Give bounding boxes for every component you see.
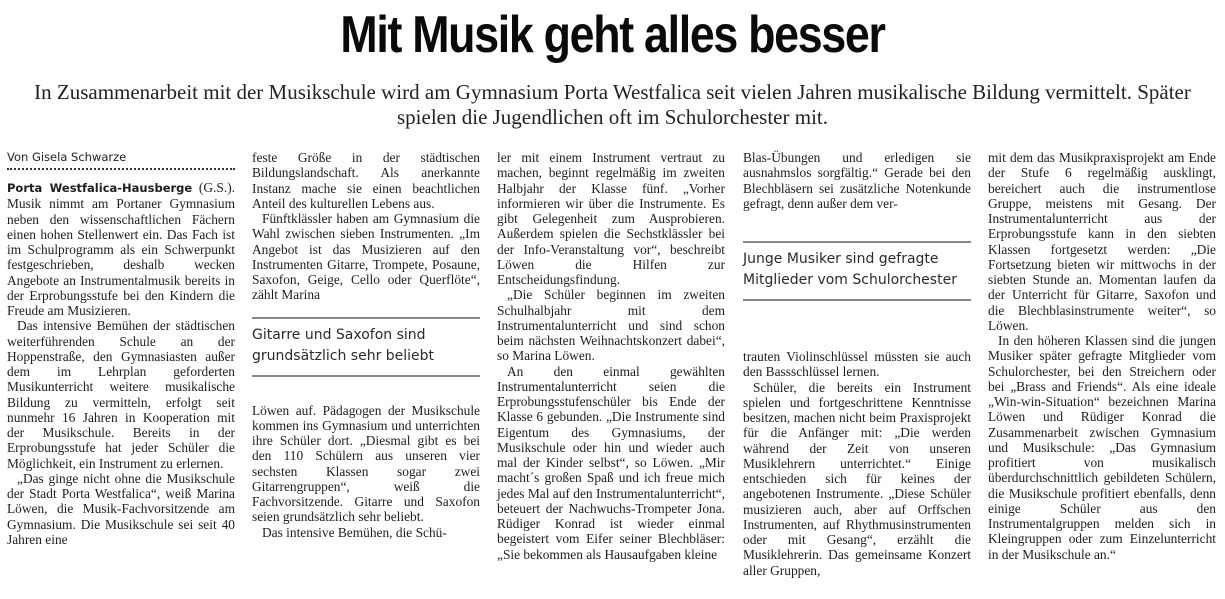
paragraph-text: Musik nimmt am Portaner Gymnasium neben den wissenschaftlichen Fächern einen hohen Stellenwert ein. Das Fach ist im Schulprogramm als ein Schwerpunkt festgeschrieben, deshalb wecken Angebote an Instrumentalmusik bereits in der Erprobungsstufe bei den Kindern die Freude am Musizieren. [7, 196, 235, 318]
paragraph: „Die Schüler beginnen im zweiten Schulhalbjahr mit dem Instrumentalunterricht und sind schon beim nächsten Weihnachtskonzert dabei“, so Marina Löwen. [497, 287, 725, 364]
paragraph: Blas-Übungen und erledigen sie ausnahmslos sorgfältig.“ Gerade bei den Blechbläsern sei zusätzliche Notenkunde gefragt, denn außer dem ver- [743, 150, 971, 211]
paragraph: Das intensive Bemühen, die Schü- [262, 524, 447, 540]
headline: Mit Musik geht alles besser [340, 6, 885, 64]
article-column-5 [988, 150, 1216, 562]
paragraph: In den höheren Klassen sind die jungen Musiker später gefragte Mitglieder vom Schulorchester, bei den Streichern oder bei „Brass and Friends“. Als eine ideale „Win-win-Situation“ bezeichnen Marina Löwen und Rüdiger Konrad die Zusammenarbeit zwischen Gymnasium und Musikschule: „Das Gymnasium profitiert von musikalisch überdurchschnittlich gebildeten Schülern, die Musikschule profitiert ebenfalls, denn einige Schüler aus den Instrumentalgruppen melden sich in Kleingruppen oder zum Einzelunterricht in der Musikschule an.“ [988, 333, 1216, 562]
lead-paragraph [7, 180, 235, 318]
paragraph: Das intensive Bemühen der städtischen weiterführenden Schule an der Hoppenstraße, den Gymnasiasten außer dem im Lehrplan geforderten Musikunterricht weitere musikalische Bildung zu vermitteln, erfolgt seit nunmehr 16 Jahren in Kooperation mit der Musikschule. Bereits in der Erprobungsstufe hat jeder Schüler die Möglichkeit, ein Instrument zu erlernen. [7, 318, 235, 471]
dateline: Porta Westfalica-Hausberge [7, 181, 193, 195]
byline: Von Gisela Schwarze [7, 150, 235, 170]
article-column-1 [7, 150, 235, 547]
dateline-suffix: (G.S.). [192, 180, 235, 195]
paragraph: feste Größe in der städtischen Bildungslandschaft. Als anerkannte Instanz mache sie einen beachtlichen Anteil des kulturellen Lebens aus. [252, 150, 480, 211]
paragraph: Fünftklässler haben am Gymnasium die Wahl zwischen sieben Instrumenten. „Im Angebot ist das Musizieren auf den Instrumenten Gitarre, Trompete, Posaune, Saxofon, Geige, Cello oder Querflöte“, zählt Marina [252, 211, 480, 303]
subheadline: In Zusammenarbeit mit der Musikschule wird am Gymnasium Porta Westfalica seit vielen Jahren musikalische Bildung vermittelt. Später spielen die Jugendlichen oft im Schulorchester mit. [34, 80, 1191, 129]
paragraph: An den einmal gewählten Instrumentalunterricht seien die Erprobungsstufenschüler bis Ende der Klasse 6 gebunden. „Die Instrumente sind Eigentum des Gymnasiums, der Musikschule oder hin und wieder auch mal der Kinder selbst“, so Löwen. „Mir macht´s großen Spaß und ich freue mich jedes Mal auf den Instrumentalunterricht“, beteuert der Nachwuchs-Trompeter Jona. Rüdiger Konrad ist wieder einmal begeistert vom Eifer seiner Blechbläser: „Sie bekommen als Hausaufgaben kleine [497, 363, 725, 562]
paragraph: Löwen auf. Pädagogen der Musikschule kommen ins Gymnasium und unterrichten ihre Schüler dort. „Diesmal gibt es bei den 110 Schülern aus unseren vier sechsten Klassen sogar zwei Gitarrengruppen“, weiß die Fachvorsitzende. Gitarre und Saxofon seien grundsätzlich sehr beliebt. [252, 402, 480, 525]
article-column-4 [743, 150, 971, 578]
paragraph: Schüler, die bereits ein Instrument spielen und fortgeschrittene Kenntnisse besitzen, machen nicht beim Praxisprojekt für die Anfänger mit: „Die werden während der Zeit von unseren Musiklehrern unterrichtet.“ Einige entschieden sich für keines der angebotenen Instrumente. „Diese Schüler musizieren auch, aber auf Orffschen Instrumenten, auf Rhythmusinstrumenten oder mit Gesang“, erzählt die Musiklehrerin. Das gemeinsame Konzert aller Gruppen, [743, 379, 971, 578]
paragraph: trauten Violinschlüssel müssten sie auch den Bassschlüssel lernen. [743, 349, 971, 380]
section-subheading: Junge Musiker sind gefragte Mitglieder vom Schulorchester [743, 241, 971, 301]
paragraph: mit dem das Musikpraxisprojekt am Ende der Stufe 6 regelmäßig ausklingt, bereichert auch die instrumentlose Gruppe, meistens mit Gesang. Der Instrumentalunterricht aus der Erprobungsstufe kann in den siebten Klassen fortgesetzt werden: „Die Fortsetzung bieten wir mittwochs in der siebten Stunde an. Momentan laufen da der Unterricht für Gitarre, Saxofon und die Blechblasinstrumente weiter“, so Löwen. [988, 150, 1216, 333]
paragraph: „Das ginge nicht ohne die Musikschule der Stadt Porta Westfalica“, weiß Marina Löwen, die Musik-Fachvorsitzende am Gymnasium. Die Musikschule sei seit 40 Jahren eine [7, 470, 235, 547]
section-subheading: Gitarre und Saxofon sind grundsätzlich sehr beliebt [252, 317, 480, 377]
article-column-2 [252, 150, 480, 540]
paragraph: ler mit einem Instrument vertraut zu machen, beginnt regelmäßig im zweiten Halbjahr der Klasse fünf. „Vorher informieren wir über die Instrumente. Es gibt Gelegenheit zum Ausprobieren. Außerdem spielen die Sechstklässler bei der Info-Veranstaltung vor“, beschreibt Löwen die Hilfen zur Entscheidungsfindung. [497, 150, 725, 287]
article-column-3 [497, 150, 725, 562]
